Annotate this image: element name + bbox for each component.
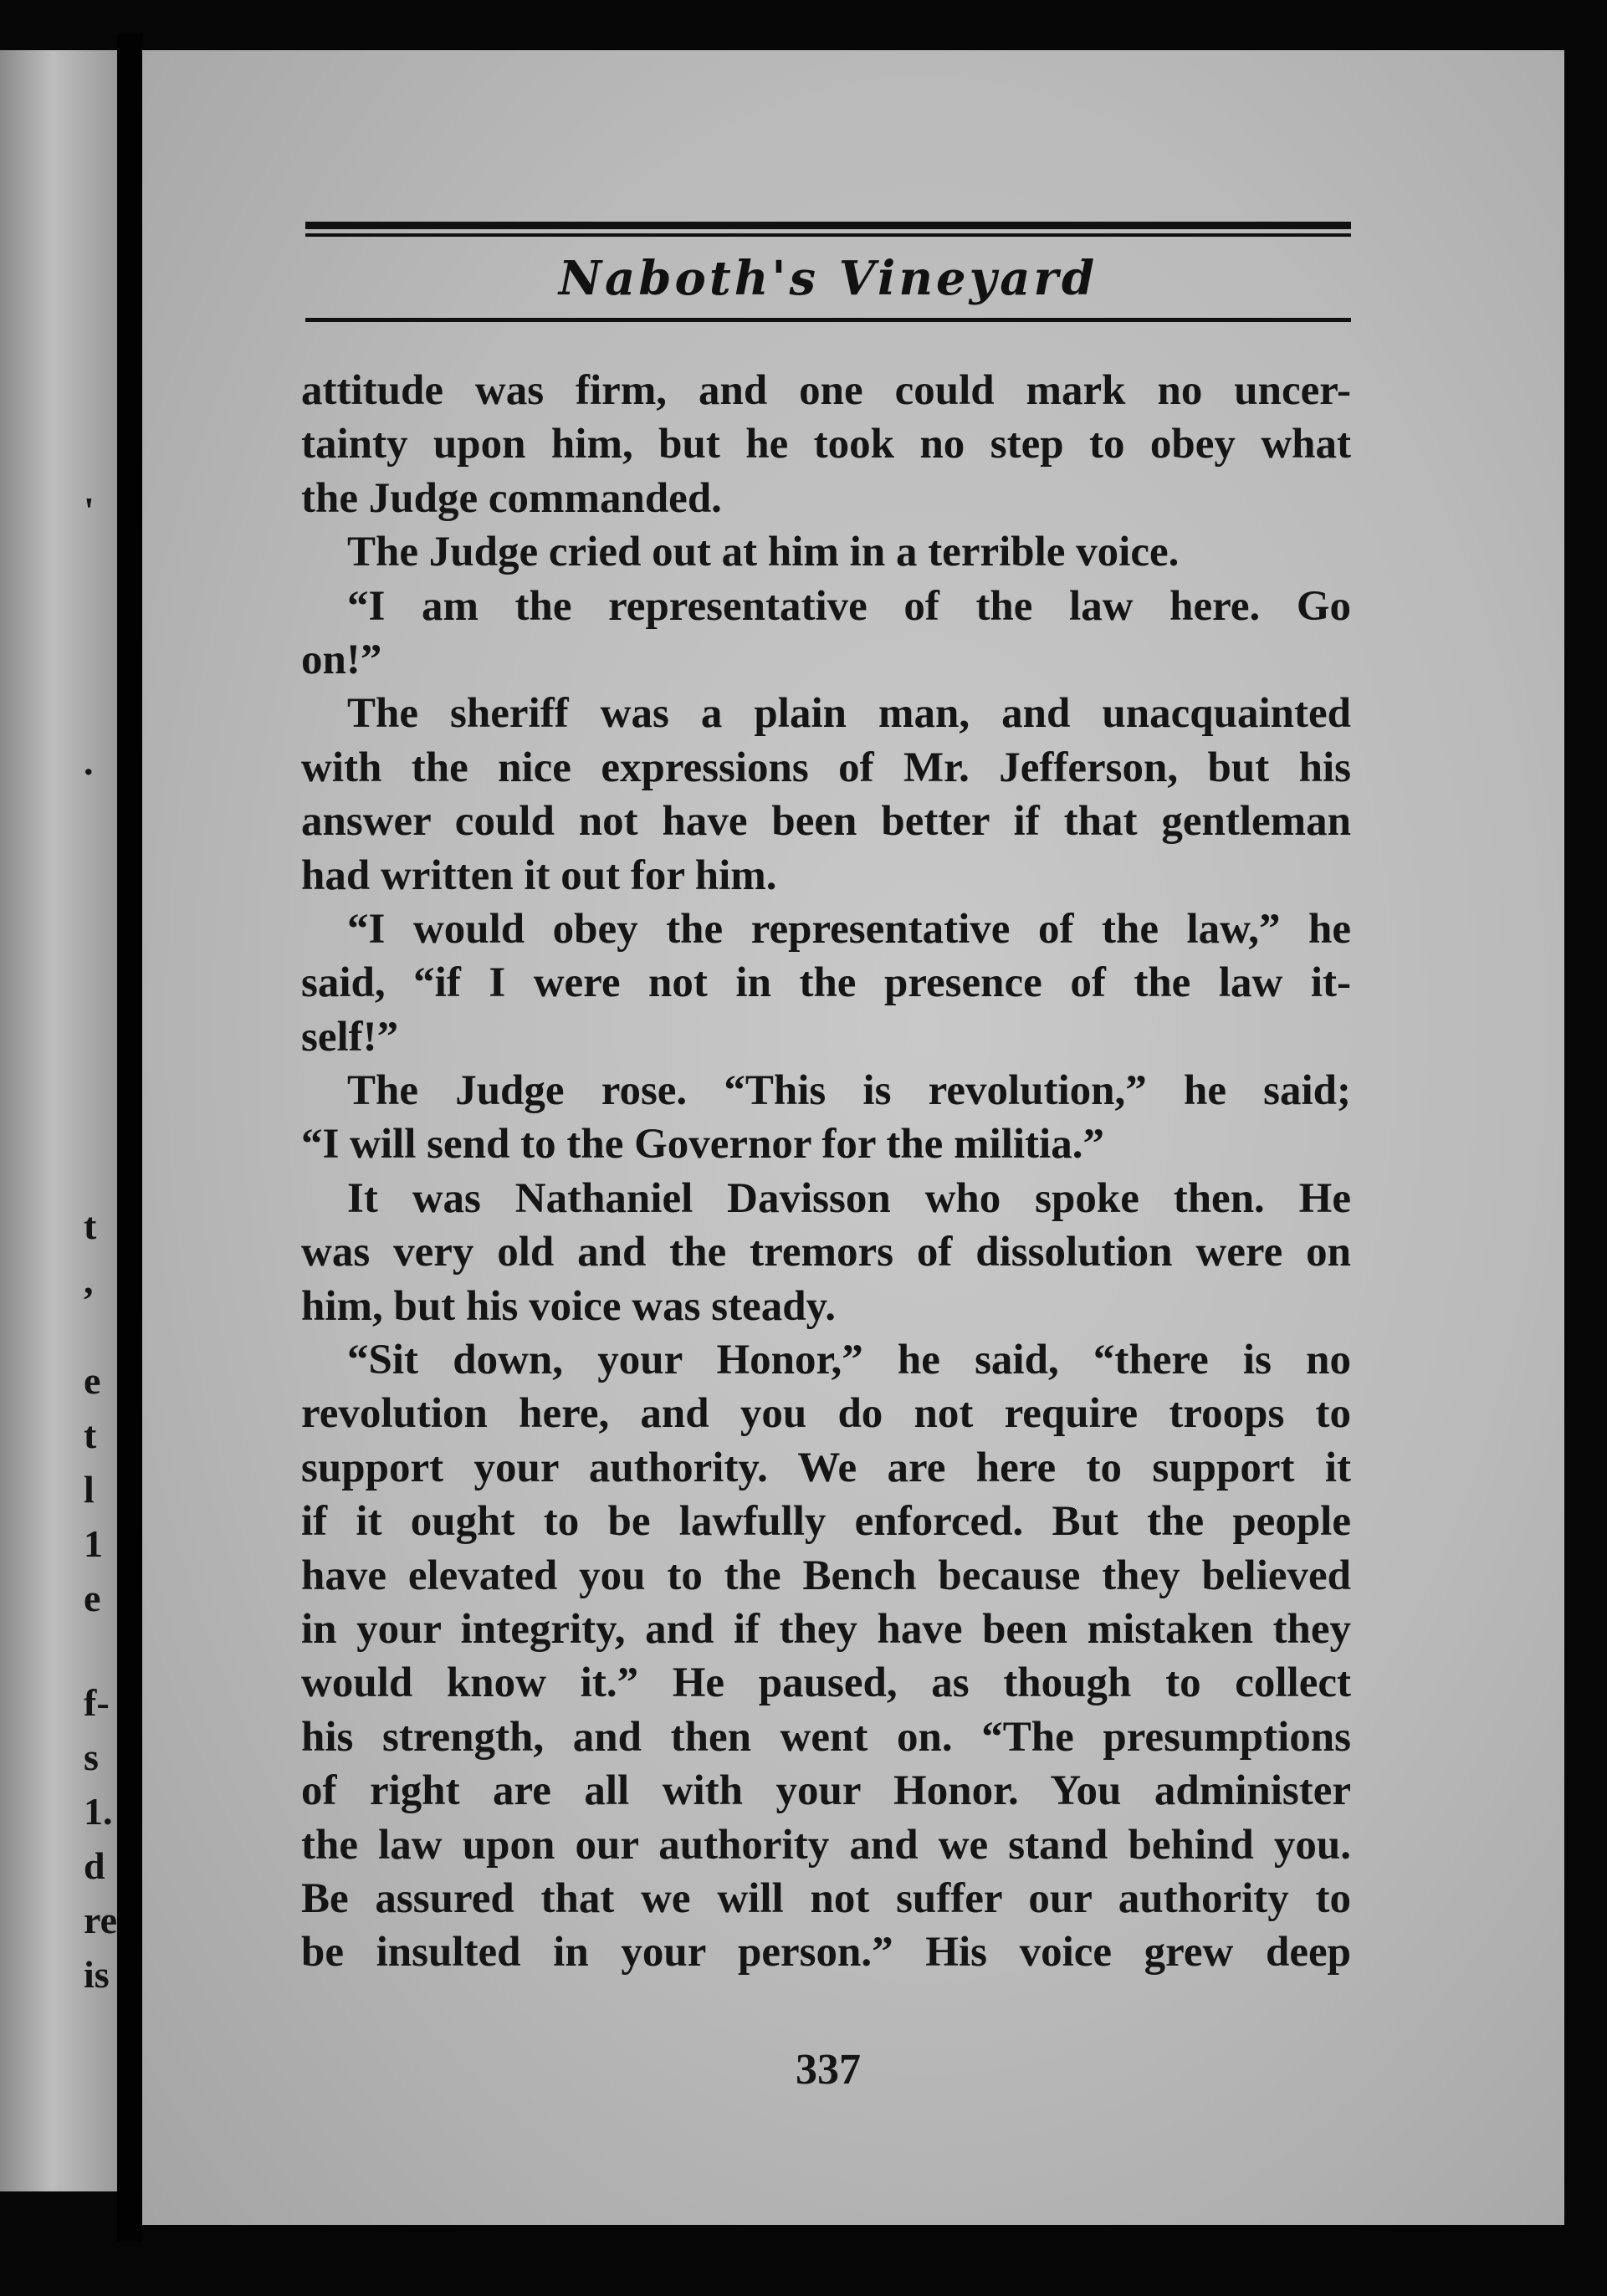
- text-line: The sheriff was a plain man, and unacquainted: [347, 690, 1351, 738]
- left-fragment: s: [84, 1736, 99, 1778]
- left-fragment: is: [84, 1953, 110, 1996]
- text-line: self!”: [301, 1013, 399, 1061]
- text-line: support your authority. We are here to support it: [301, 1444, 1351, 1491]
- text-line: “I am the representative of the law here. Go: [347, 582, 1351, 630]
- right-page: [142, 50, 1564, 2225]
- text-line: his strength, and then went on. “The presumptions: [301, 1713, 1351, 1761]
- running-head: Naboth's Vineyard: [558, 251, 1098, 306]
- left-fragment: re: [84, 1899, 118, 1941]
- text-line: with the nice expressions of Mr. Jefferson, but his: [301, 744, 1351, 791]
- text-line: “Sit down, your Honor,” he said, “there is no: [347, 1337, 1351, 1384]
- text-line: of right are all with your Honor. You administer: [301, 1767, 1351, 1815]
- text-line: would know it.” He paused, as though to collect: [301, 1659, 1351, 1707]
- left-fragment: e: [84, 1359, 101, 1402]
- text-line: It was Nathaniel Davisson who spoke then. He: [347, 1174, 1351, 1222]
- page-body-text: [301, 364, 1351, 1980]
- text-line: answer could not have been better if that gentleman: [301, 798, 1351, 846]
- text-line: on!”: [301, 636, 382, 683]
- text-line: the Judge commanded.: [301, 474, 722, 522]
- left-page-edge: [0, 50, 117, 2191]
- left-fragment: t: [84, 1204, 97, 1247]
- left-fragment: .: [84, 740, 94, 783]
- text-line: the law upon our authority and we stand behind you.: [301, 1821, 1351, 1869]
- left-fragment: 1: [84, 1522, 103, 1565]
- text-line: in your integrity, and if they have been mistaken they: [301, 1605, 1351, 1653]
- text-line: be insulted in your person.” His voice grew deep: [301, 1929, 1351, 1976]
- left-fragment: ,: [84, 1259, 94, 1301]
- text-line: tainty upon him, but he took no step to obey what: [301, 421, 1351, 468]
- text-line: was very old and the tremors of dissolution were on: [301, 1229, 1351, 1276]
- header-double-rule: [305, 222, 1351, 237]
- header-rule: [305, 318, 1351, 322]
- left-fragment: t: [84, 1414, 97, 1456]
- left-fragment: d: [84, 1844, 105, 1887]
- left-fragment: f-: [84, 1681, 110, 1724]
- text-line: The Judge cried out at him in a terrible voice.: [347, 529, 1180, 576]
- text-line: if it ought to be lawfully enforced. But the people: [301, 1498, 1351, 1546]
- left-fragment: ': [84, 489, 95, 532]
- left-page-text-fragments: [84, 50, 117, 2191]
- text-line: revolution here, and you do not require troops to: [301, 1390, 1351, 1438]
- text-line: have elevated you to the Bench because they believed: [301, 1552, 1351, 1599]
- text-line: said, “if I were not in the presence of the law it-: [301, 959, 1351, 1007]
- text-line: “I would obey the representative of the law,” he: [347, 905, 1351, 953]
- text-line: him, but his voice was steady.: [301, 1282, 836, 1330]
- left-fragment: 1.: [84, 1790, 113, 1833]
- book-gutter: [117, 33, 142, 2242]
- left-fragment: e: [84, 1577, 101, 1619]
- left-fragment: l: [84, 1468, 95, 1511]
- text-line: Be assured that we will not suffer our authority to: [301, 1874, 1351, 1922]
- text-line: had written it out for him.: [301, 851, 777, 899]
- text-line: attitude was firm, and one could mark no uncer-: [301, 367, 1351, 414]
- text-line: “I will send to the Governor for the militia.”: [301, 1121, 1104, 1168]
- page-number: 337: [796, 2046, 861, 2094]
- text-line: The Judge rose. “This is revolution,” he said;: [347, 1067, 1351, 1115]
